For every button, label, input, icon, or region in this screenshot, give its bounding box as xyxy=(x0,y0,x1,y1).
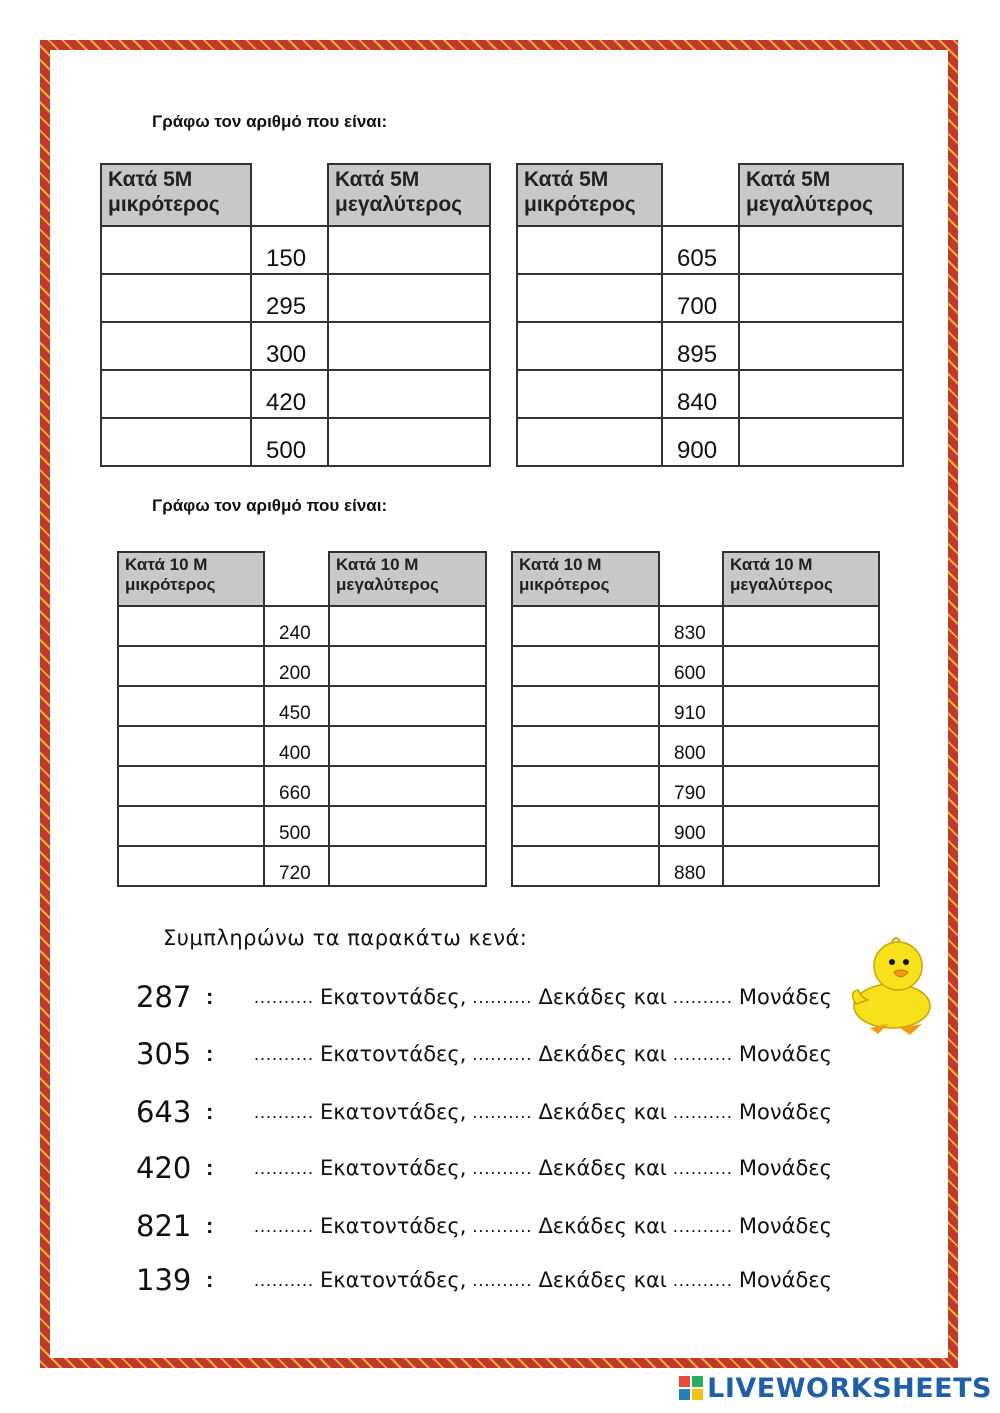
row-colon: : xyxy=(206,1267,214,1292)
table-row xyxy=(517,322,903,370)
blank-units[interactable]: .......... xyxy=(672,1157,733,1178)
answer-cell-smaller[interactable] xyxy=(101,226,251,274)
given-number: 150 xyxy=(251,226,328,274)
given-number: 500 xyxy=(251,418,328,466)
tens-label: Δεκάδες και xyxy=(538,1214,667,1238)
given-number: 900 xyxy=(662,418,739,466)
row-colon: : xyxy=(206,1213,214,1238)
answer-cell-smaller[interactable] xyxy=(101,418,251,466)
answer-cell-larger[interactable] xyxy=(328,226,490,274)
blank-tens[interactable]: .......... xyxy=(472,986,533,1007)
answer-cell-smaller[interactable] xyxy=(118,846,264,886)
table-row xyxy=(517,226,903,274)
row-number: 287 xyxy=(136,980,192,1014)
answer-cell-larger[interactable] xyxy=(723,766,879,806)
table-row xyxy=(101,418,490,466)
given-number: 700 xyxy=(662,274,739,322)
col-header-smaller: Κατά 5Μ μικρότερος xyxy=(517,164,662,226)
row-number: 305 xyxy=(136,1037,192,1071)
table-row xyxy=(517,274,903,322)
fill-row xyxy=(136,977,832,1017)
given-number: 880 xyxy=(659,846,723,886)
blank-hundreds[interactable]: .......... xyxy=(254,1043,315,1064)
answer-cell-larger[interactable] xyxy=(329,646,486,686)
answer-cell-larger[interactable] xyxy=(739,274,903,322)
blank-hundreds[interactable]: .......... xyxy=(254,986,315,1007)
blank-hundreds[interactable]: .......... xyxy=(254,1215,315,1236)
answer-cell-smaller[interactable] xyxy=(101,370,251,418)
answer-cell-larger[interactable] xyxy=(723,806,879,846)
table-row xyxy=(512,606,879,646)
fill-row xyxy=(136,1034,832,1074)
given-number: 600 xyxy=(659,646,723,686)
given-number: 450 xyxy=(264,686,329,726)
answer-cell-smaller[interactable] xyxy=(118,806,264,846)
blank-tens[interactable]: .......... xyxy=(472,1043,533,1064)
answer-cell-smaller[interactable] xyxy=(512,646,659,686)
given-number: 895 xyxy=(662,322,739,370)
fill-row xyxy=(136,1206,832,1246)
col-header-larger: Κατά 10 Μ μεγαλύτερος xyxy=(329,552,486,606)
given-number: 400 xyxy=(264,726,329,766)
row-number: 139 xyxy=(136,1263,192,1297)
answer-cell-larger[interactable] xyxy=(328,370,490,418)
given-number: 830 xyxy=(659,606,723,646)
blank-hundreds[interactable]: .......... xyxy=(254,1101,315,1122)
blank-tens[interactable]: .......... xyxy=(472,1269,533,1290)
table-row xyxy=(118,726,486,766)
answer-cell-smaller[interactable] xyxy=(101,274,251,322)
hundreds-label: Εκατοντάδες, xyxy=(320,1042,467,1066)
answer-cell-smaller[interactable] xyxy=(517,370,662,418)
given-number: 295 xyxy=(251,274,328,322)
blank-units[interactable]: .......... xyxy=(672,1215,733,1236)
given-number: 660 xyxy=(264,766,329,806)
answer-cell-larger[interactable] xyxy=(723,846,879,886)
tens-label: Δεκάδες και xyxy=(538,1156,667,1180)
given-number: 300 xyxy=(251,322,328,370)
logo-mark-icon xyxy=(679,1376,703,1400)
col-header-smaller: Κατά 5Μ μικρότερος xyxy=(101,164,251,226)
answer-cell-larger[interactable] xyxy=(329,726,486,766)
units-label: Μονάδες xyxy=(738,1268,832,1292)
tens-label: Δεκάδες και xyxy=(538,985,667,1009)
table-row xyxy=(512,646,879,686)
row-colon: : xyxy=(206,1155,214,1180)
answer-cell-larger[interactable] xyxy=(329,806,486,846)
units-label: Μονάδες xyxy=(738,1100,832,1124)
fill-row xyxy=(136,1148,832,1188)
table-row xyxy=(101,322,490,370)
duck-icon xyxy=(848,932,938,1036)
answer-cell-smaller[interactable] xyxy=(512,806,659,846)
answer-cell-smaller[interactable] xyxy=(512,726,659,766)
col-header-larger: Κατά 5Μ μεγαλύτερος xyxy=(739,164,903,226)
answer-cell-smaller[interactable] xyxy=(512,846,659,886)
row-number: 643 xyxy=(136,1095,192,1129)
row-colon: : xyxy=(206,1099,214,1124)
table-row xyxy=(512,766,879,806)
row-colon: : xyxy=(206,1041,214,1066)
blank-units[interactable]: .......... xyxy=(672,1269,733,1290)
col-header-larger: Κατά 10 Μ μεγαλύτερος xyxy=(723,552,879,606)
given-number: 500 xyxy=(264,806,329,846)
answer-cell-larger[interactable] xyxy=(328,322,490,370)
answer-cell-larger[interactable] xyxy=(328,274,490,322)
table-row xyxy=(118,646,486,686)
answer-cell-smaller[interactable] xyxy=(517,418,662,466)
table-row xyxy=(118,806,486,846)
given-number: 800 xyxy=(659,726,723,766)
answer-cell-smaller[interactable] xyxy=(101,322,251,370)
answer-cell-smaller[interactable] xyxy=(517,274,662,322)
hundreds-label: Εκατοντάδες, xyxy=(320,1100,467,1124)
tens-label: Δεκάδες και xyxy=(538,1042,667,1066)
row-colon: : xyxy=(206,984,214,1009)
given-number: 420 xyxy=(251,370,328,418)
answer-cell-smaller[interactable] xyxy=(118,726,264,766)
table-row xyxy=(512,686,879,726)
table-10m-right xyxy=(511,551,880,887)
answer-cell-smaller[interactable] xyxy=(517,226,662,274)
hundreds-label: Εκατοντάδες, xyxy=(320,1156,467,1180)
answer-cell-smaller[interactable] xyxy=(118,686,264,726)
answer-cell-larger[interactable] xyxy=(739,370,903,418)
answer-cell-larger[interactable] xyxy=(329,606,486,646)
given-number: 910 xyxy=(659,686,723,726)
answer-cell-larger[interactable] xyxy=(739,322,903,370)
fill-row xyxy=(136,1092,832,1132)
table-row xyxy=(118,686,486,726)
answer-cell-larger[interactable] xyxy=(723,606,879,646)
table-row xyxy=(118,606,486,646)
given-number: 900 xyxy=(659,806,723,846)
blank-hundreds[interactable]: .......... xyxy=(254,1269,315,1290)
col-header-smaller: Κατά 10 Μ μικρότερος xyxy=(512,552,659,606)
answer-cell-larger[interactable] xyxy=(739,226,903,274)
units-label: Μονάδες xyxy=(738,1042,832,1066)
blank-units[interactable]: .......... xyxy=(672,1101,733,1122)
given-number: 790 xyxy=(659,766,723,806)
table-row xyxy=(512,846,879,886)
answer-cell-smaller[interactable] xyxy=(512,686,659,726)
units-label: Μονάδες xyxy=(738,1214,832,1238)
col-header-larger: Κατά 5Μ μεγαλύτερος xyxy=(328,164,490,226)
answer-cell-smaller[interactable] xyxy=(118,646,264,686)
answer-cell-larger[interactable] xyxy=(739,418,903,466)
answer-cell-larger[interactable] xyxy=(723,646,879,686)
table-row xyxy=(101,226,490,274)
table-5m-right xyxy=(516,163,904,467)
section1-heading: Γράφω τον αριθμό που είναι: xyxy=(152,112,388,131)
table-row xyxy=(118,766,486,806)
row-number: 821 xyxy=(136,1209,192,1243)
fill-in-title: Συμπληρώνω τα παρακάτω κενά: xyxy=(163,926,528,950)
given-number: 840 xyxy=(662,370,739,418)
hundreds-label: Εκατοντάδες, xyxy=(320,985,467,1009)
blank-units[interactable]: .......... xyxy=(672,1043,733,1064)
blank-hundreds[interactable]: .......... xyxy=(254,1157,315,1178)
table-row xyxy=(101,370,490,418)
blank-units[interactable]: .......... xyxy=(672,986,733,1007)
col-header-smaller: Κατά 10 Μ μικρότερος xyxy=(118,552,264,606)
liveworksheets-logo: LIVEWORKSHEETS xyxy=(679,1371,992,1405)
answer-cell-larger[interactable] xyxy=(723,686,879,726)
table-row xyxy=(517,370,903,418)
tens-label: Δεκάδες και xyxy=(538,1100,667,1124)
tens-label: Δεκάδες και xyxy=(538,1268,667,1292)
answer-cell-larger[interactable] xyxy=(329,846,486,886)
answer-cell-larger[interactable] xyxy=(328,418,490,466)
table-row xyxy=(118,846,486,886)
blank-tens[interactable]: .......... xyxy=(472,1157,533,1178)
given-number: 605 xyxy=(662,226,739,274)
fill-row xyxy=(136,1260,832,1300)
table-10m-left xyxy=(117,551,487,887)
units-label: Μονάδες xyxy=(738,985,832,1009)
given-number: 720 xyxy=(264,846,329,886)
table-row xyxy=(512,806,879,846)
hundreds-label: Εκατοντάδες, xyxy=(320,1214,467,1238)
units-label: Μονάδες xyxy=(738,1156,832,1180)
table-row xyxy=(512,726,879,766)
given-number: 240 xyxy=(264,606,329,646)
answer-cell-smaller[interactable] xyxy=(118,766,264,806)
answer-cell-smaller[interactable] xyxy=(517,322,662,370)
table-5m-left xyxy=(100,163,491,467)
row-number: 420 xyxy=(136,1151,192,1185)
blank-tens[interactable]: .......... xyxy=(472,1101,533,1122)
answer-cell-smaller[interactable] xyxy=(512,766,659,806)
table-row xyxy=(517,418,903,466)
table-row xyxy=(101,274,490,322)
answer-cell-smaller[interactable] xyxy=(118,606,264,646)
answer-cell-smaller[interactable] xyxy=(512,606,659,646)
section2-heading: Γράφω τον αριθμό που είναι: xyxy=(152,496,388,515)
given-number: 200 xyxy=(264,646,329,686)
blank-tens[interactable]: .......... xyxy=(472,1215,533,1236)
answer-cell-larger[interactable] xyxy=(329,766,486,806)
answer-cell-larger[interactable] xyxy=(723,726,879,766)
hundreds-label: Εκατοντάδες, xyxy=(320,1268,467,1292)
answer-cell-larger[interactable] xyxy=(329,686,486,726)
